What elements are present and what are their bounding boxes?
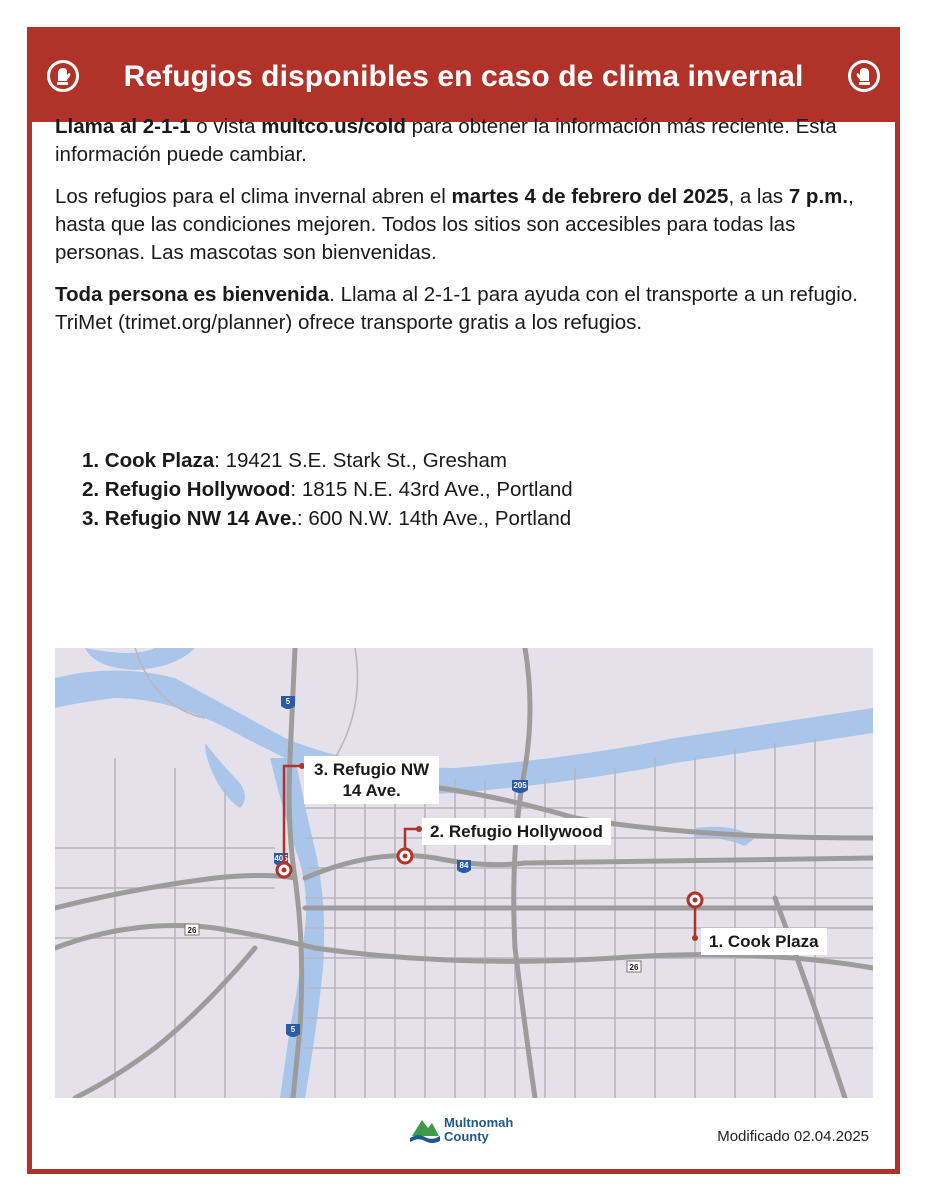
- shelter-item: [82, 446, 573, 475]
- welcome-emphasis: Toda persona es bienvenida: [55, 283, 330, 306]
- columbia-river: [55, 671, 873, 794]
- shelter-item: [82, 504, 573, 533]
- shield-i205: 205: [513, 781, 527, 790]
- shelter-map: [55, 648, 873, 1098]
- southwest-highway: [75, 948, 255, 1098]
- county-logo: [410, 1116, 513, 1144]
- shield-us26-east: 26: [629, 963, 639, 972]
- intro-paragraph-3: [55, 281, 865, 337]
- river-segment: [85, 648, 195, 670]
- shelter-name: 2. Refugio Hollywood: [82, 478, 291, 501]
- text-run: o vista: [190, 115, 262, 138]
- shield-us26-west: 26: [187, 926, 197, 935]
- shelter-address: : 600 N.W. 14th Ave., Portland: [296, 507, 572, 530]
- page-title: Refugios disponibles en caso de clima invernal: [123, 60, 804, 93]
- website-link[interactable]: multco.us/cold: [261, 115, 406, 138]
- shelter-address: : 1815 N.E. 43rd Ave., Portland: [290, 478, 573, 501]
- shelter-list: [82, 446, 573, 533]
- modified-date: Modificado 02.04.2025: [717, 1128, 869, 1145]
- county-logo-icon: [410, 1116, 440, 1144]
- map-label-nw14-line1: 3. Refugio NW: [314, 760, 430, 779]
- shield-i5-top: 5: [285, 697, 291, 706]
- text-run: para obtener la información más reciente. Esta información puede cambiar.: [55, 115, 837, 166]
- map-label-hollywood: 2. Refugio Hollywood: [422, 818, 611, 845]
- phone-emphasis: Llama al 2-1-1: [55, 115, 191, 138]
- intro-paragraph-2: [55, 183, 865, 267]
- shield-i84: 84: [459, 861, 469, 870]
- header-banner: [32, 32, 895, 122]
- i205-highway: [514, 648, 535, 1098]
- map-label-cook-plaza: 1. Cook Plaza: [701, 928, 827, 955]
- intro-text: [55, 113, 865, 351]
- text-run: , a las: [728, 185, 789, 208]
- interstate-shields: [185, 696, 641, 1037]
- text-run: , hasta que las condiciones mejoren. Todos los sitios son accesibles para todas las personas. Las mascotas son bienvenidas.: [55, 185, 854, 264]
- shelter-name: 1. Cook Plaza: [82, 449, 215, 472]
- text-run: Los refugios para el clima invernal abren el: [55, 185, 452, 208]
- mitten-icon: [47, 60, 79, 92]
- intro-paragraph-1: [55, 113, 865, 169]
- shelter-name: 3. Refugio NW 14 Ave.: [82, 507, 297, 530]
- shelter-item: [82, 475, 573, 504]
- time-emphasis: 7 p.m.: [788, 185, 849, 208]
- map-graphic: [55, 648, 873, 1098]
- i84-highway: [305, 856, 873, 879]
- shelter-address: : 19421 S.E. Stark St., Gresham: [214, 449, 507, 472]
- mitten-icon: [848, 60, 880, 92]
- logo-line-1: Multnomah: [444, 1115, 514, 1130]
- map-label-nw14-line2: 14 Ave.: [342, 781, 401, 800]
- shield-i405: 405: [274, 854, 288, 863]
- map-label-nw14: [304, 756, 439, 804]
- logo-line-2: County: [444, 1129, 489, 1144]
- shield-i5-bottom: 5: [290, 1025, 296, 1034]
- text-run: . Llama al 2-1-1 para ayuda con el transporte a un refugio. TriMet (trimet.org/planner) ofrece transporte gratis a los refugios.: [55, 283, 858, 334]
- county-logo-text: [444, 1116, 513, 1144]
- date-emphasis: martes 4 de febrero del 2025: [451, 185, 729, 208]
